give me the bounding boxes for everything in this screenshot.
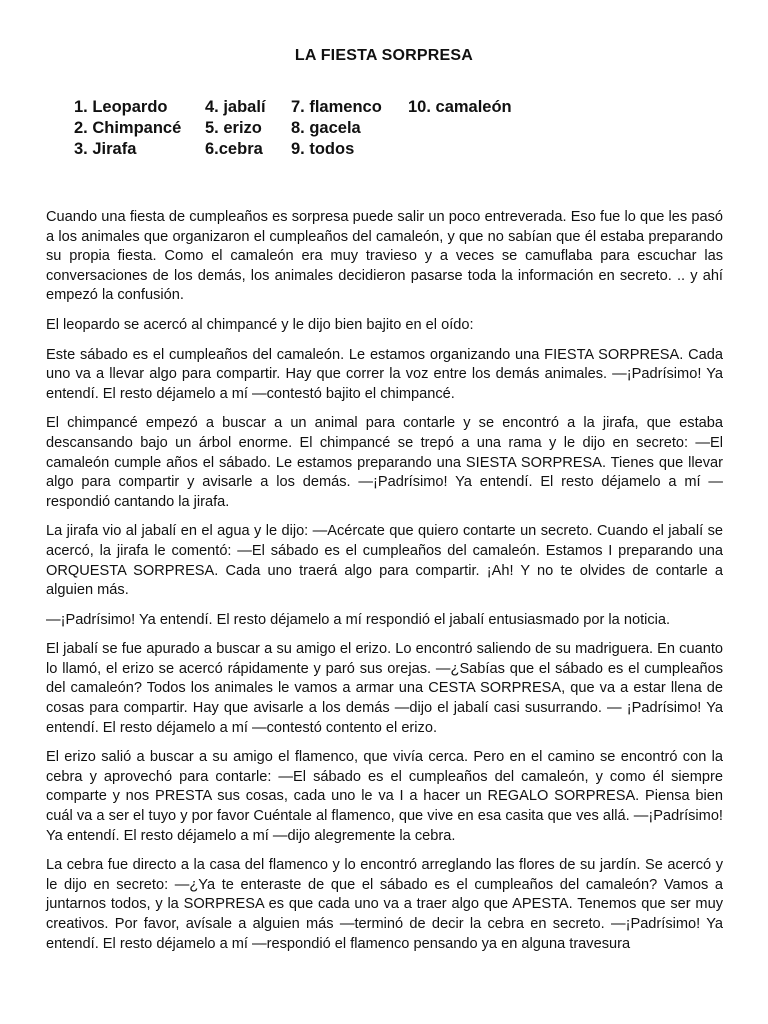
answer-list-column-1 <box>74 97 181 160</box>
answer-list-column-3 <box>291 97 382 160</box>
list-item: 9. todos <box>291 140 355 158</box>
story-paragraph: La cebra fue directo a la casa del flamenco y lo encontró arreglando las flores de su jardín. Se acercó y le dijo en secreto: —¿Ya te enteraste de que el sábado es el cumpleaños del camaleón? Vamos a juntarnos todos, y la SORPRESA es que cada uno va a traer algo que APESTA. Tenemos que ser muy creativos. Por favor, avísale a alguien más —terminó de decir la cebra en secreto. —¡Padrísimo! Ya entendí. El resto déjamelo a mí —respondió el flamenco pensando ya en alguna travesura <box>46 857 723 952</box>
story-paragraph: Cuando una fiesta de cumpleaños es sorpresa puede salir un poco entreverada. Eso fue lo que les pasó a los animales que organizaron el cumpleaños del camaleón, y que no sabían que él estaba preparando su propia fiesta. Como el camaleón era muy travieso y a veces se camuflaba para escuchar las conversaciones de los demás, los animales decidieron pasarse toda la información en secreto. .. y ahí empezó la confusión. <box>46 209 723 304</box>
story-paragraph: El chimpancé empezó a buscar a un animal para contarle y se encontró a la jirafa, que estaba descansando bajo un árbol enorme. El chimpancé se trepó a una rama y le dijo en secreto: —El camaleón cumple años el sábado. Le estamos preparando una SIESTA SORPRESA. Tienes que llevar algo para compartir y avisarle a los demás. —¡Padrísimo! Ya entendí. El resto déjamelo a mí — respondió cantando la jirafa. <box>46 415 723 510</box>
story-paragraph: Este sábado es el cumpleaños del camaleón. Le estamos organizando una FIESTA SORPRESA. Cada uno va a llevar algo para compartir. Hay que correr la voz entre los demás animales. —¡Padrísimo! Ya entendí. El resto déjamelo a mí —contestó bajito el chimpancé. <box>46 346 723 402</box>
story-paragraph: El jabalí se fue apurado a buscar a su amigo el erizo. Lo encontró saliendo de su madriguera. En cuanto lo llamó, el erizo se acercó rápidamente y paró sus orejas. —¿Sabías que el sábado es el cumpleaños del camaleón? Todos los animales le vamos a armar una CESTA SORPRESA, que va a estar llena de cosas para compartir. Hay que avisarle a los demás —dijo el jabalí casi susurrando. — ¡Padrísimo! Ya entendí. El resto déjamelo a mí —contestó contento el erizo. <box>46 641 723 736</box>
list-item: 1. Leopardo <box>74 98 168 116</box>
list-item: 5. erizo <box>205 119 262 137</box>
list-item: 3. Jirafa <box>74 140 137 158</box>
answer-list-column-2 <box>205 97 266 160</box>
list-item: 4. jabalí <box>205 98 266 116</box>
story-paragraph: El erizo salió a buscar a su amigo el flamenco, que vivía cerca. Pero en el camino se encontró con la cebra y aprovechó para contarle: —El sábado es el cumpleaños del camaleón, y como él siempre comparte y nos PRESTA sus cosas, cada uno le va I a hacer un REGALO SORPRESA. Piensa bien cuál va a ser el tuyo y por favor Cuéntale al flamenco, que vive en esa casita que ves allá. —¡Padrísimo! Ya entendí. El resto déjamelo a mí —dijo alegremente la cebra. <box>46 749 723 844</box>
page-title: LA FIESTA SORPRESA <box>294 47 474 64</box>
story-paragraph: —¡Padrísimo! Ya entendí. El resto déjamelo a mí respondió el jabalí entusiasmado por la noticia. <box>46 611 671 628</box>
answer-list-column-4 <box>408 97 512 118</box>
story-paragraph: El leopardo se acercó al chimpancé y le dijo bien bajito en el oído: <box>46 316 474 333</box>
story-body <box>46 208 723 964</box>
list-item: 2. Chimpancé <box>74 119 182 137</box>
list-item: 6.cebra <box>205 140 263 158</box>
list-item: 10. camaleón <box>408 98 512 116</box>
list-item: 8. gacela <box>291 119 361 137</box>
list-item: 7. flamenco <box>291 98 382 116</box>
story-paragraph: La jirafa vio al jabalí en el agua y le dijo: —Acércate que quiero contarte un secreto. Cuando el jabalí se acercó, la jirafa le comentó: —El sábado es el cumpleaños del camaleón. Estamos I preparando una ORQUESTA SORPRESA. Cada uno traerá algo para compartir. ¡Ah! Y no te olvides de contarle a alguien más. <box>46 523 723 599</box>
